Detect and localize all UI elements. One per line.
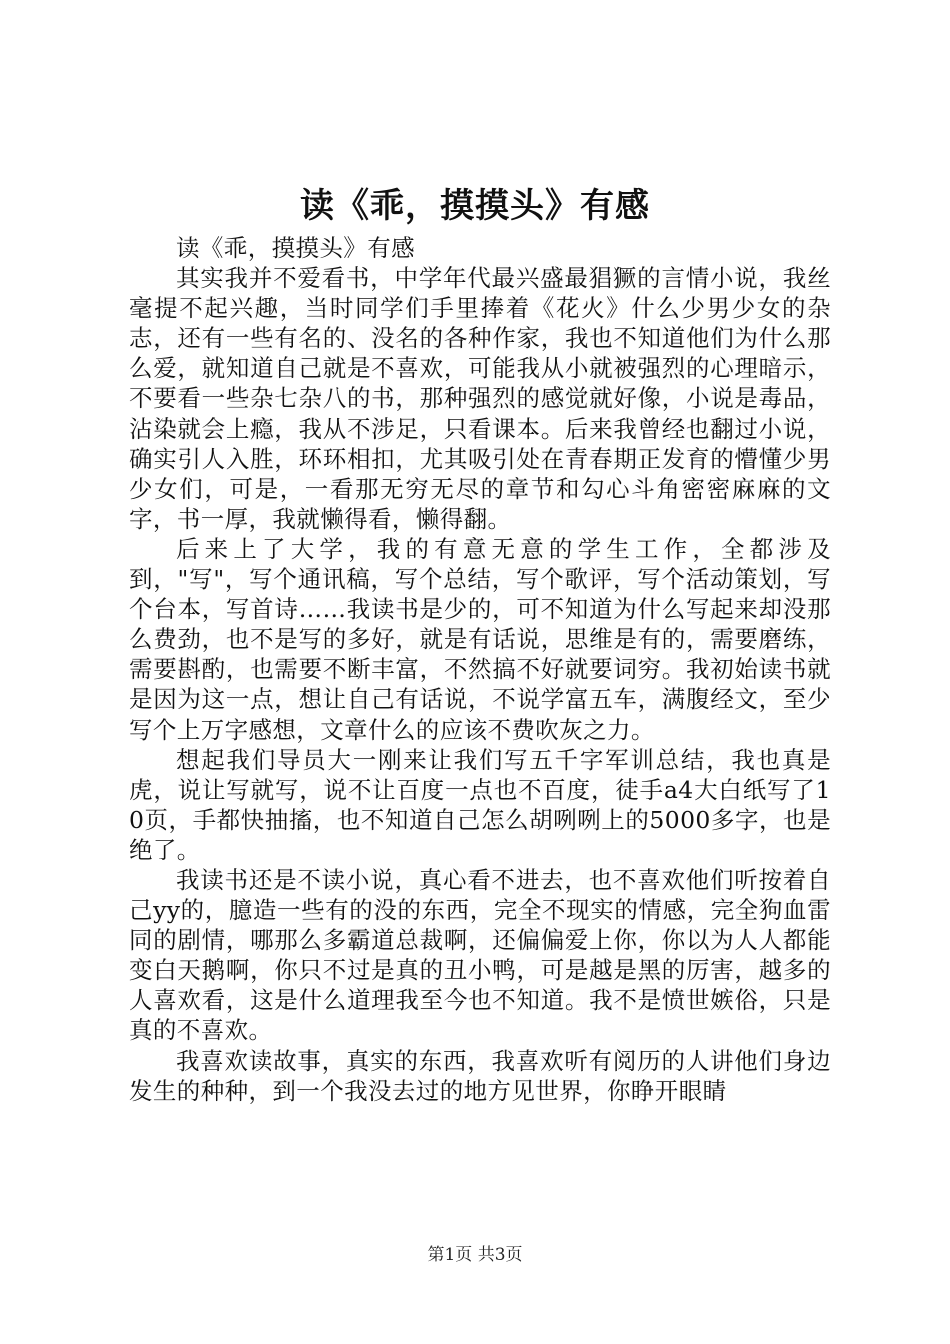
document-body xyxy=(129,233,831,1106)
paragraph: 我读书还是不读小说，真心看不进去，也不喜欢他们听按着自己yy的，臆造一些有的没的东西，完全不现实的情感，完全狗血雷同的剧情，哪那么多霸道总裁啊，还偏偏爱上你，你以为人人都能变白天鹅啊，你只不过是真的丑小鸭，可是越是黑的厉害，越多的人喜欢看，这是什么道理我至今也不知道。我不是愤世嫉俗，只是真的不喜欢。 xyxy=(129,865,831,1045)
paragraph: 我喜欢读故事，真实的东西，我喜欢听有阅历的人讲他们身边发生的种种，到一个我没去过的地方见世界，你睁开眼睛 xyxy=(129,1046,831,1105)
page-number-footer: 第1页 共3页 xyxy=(427,1245,523,1265)
paragraph: 后来上了大学，我的有意无意的学生工作，全都涉及到，"写"，写个通讯稿，写个总结，写个歌评，写个活动策划，写个台本，写首诗……我读书是少的，可不知道为什么写起来却没那么费劲，也不是写的多好，就是有话说，思维是有的，需要磨练，需要斟酌，也需要不断丰富，不然搞不好就要词穷。我初始读书就是因为这一点，想让自己有话说，不说学富五车，满腹经文，至少写个上万字感想，文章什么的应该不费吹灰之力。 xyxy=(129,534,831,744)
document-title: 读《乖，摸摸头》有感 xyxy=(300,186,650,226)
subtitle-paragraph: 读《乖，摸摸头》有感 xyxy=(176,234,415,262)
paragraph: 想起我们导员大一刚来让我们写五千字军训总结，我也真是虎，说让写就写，说不让百度一点也不百度，徒手a4大白纸写了10页，手都快抽搐，也不知道自己怎么胡咧咧上的5000多字，也是绝了。 xyxy=(129,745,831,864)
paragraph: 其实我并不爱看书，中学年代最兴盛最猖獗的言情小说，我丝毫提不起兴趣，当时同学们手里捧着《花火》什么少男少女的杂志，还有一些有名的、没名的各种作家，我也不知道他们为什么那么爱，就知道自己就是不喜欢，可能我从小就被强烈的心理暗示，不要看一些杂七杂八的书，那种强烈的感觉就好像，小说是毒品，沾染就会上瘾，我从不涉足，只看课本。后来我曾经也翻过小说，确实引人入胜，环环相扣，尤其吸引处在青春期正发育的懵懂少男少女们，可是，一看那无穷无尽的章节和勾心斗角密密麻麻的文字，书一厚，我就懒得看，懒得翻。 xyxy=(129,264,831,533)
